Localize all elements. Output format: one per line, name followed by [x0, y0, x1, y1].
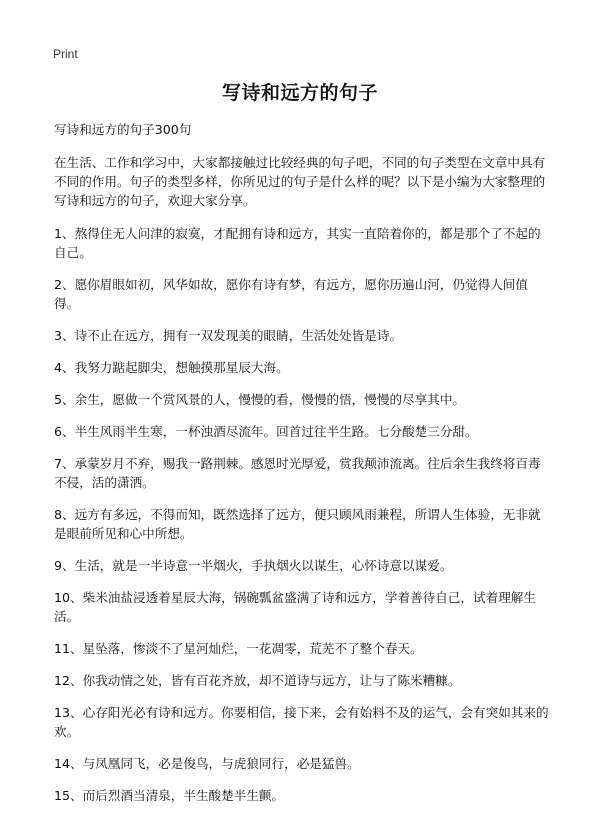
sentence-item: 10、柴米油盐浸透着星辰大海，锅碗瓢盆盛满了诗和远方，学着善待自己，试着理解生活。: [54, 590, 536, 624]
page-title: 写诗和远方的句子: [221, 82, 378, 104]
sentence-item: 6、半生风雨半生寒，一杯浊酒尽流年。回首过往半生路。七分酸楚三分甜。: [54, 424, 478, 439]
sentence-item: 1、熬得住无人问津的寂寞，才配拥有诗和远方，其实一直陪着你的，都是那个了不起的自己。: [54, 226, 541, 260]
sentence-item: 7、承蒙岁月不弃，赐我一路荆棘。感恩时光厚爱，赏我颠沛流离。往后余生我终将百毒不侵，活的潇洒。: [54, 456, 541, 490]
intro-paragraph: 在生活、工作和学习中，大家都接触过比较经典的句子吧，不同的句子类型在文章中具有不同的作用。句子的类型多样，你所见过的句子是什么样的呢？以下是小编为大家整理的写诗和远方的句子，欢迎大家分享。: [54, 155, 546, 208]
sentence-item: 8、远方有多远，不得而知，既然选择了远方，便只顾风雨兼程，所谓人生体验，无非就是眼前所见和心中所想。: [54, 507, 541, 541]
sentence-item: 15、而后烈酒当清泉，半生酸楚半生颤。: [54, 788, 285, 803]
sentence-item: 3、诗不止在远方，拥有一双发现美的眼睛，生活处处皆是诗。: [54, 328, 403, 343]
sentence-item: 2、愿你眉眼如初，风华如故，愿你有诗有梦，有远方，愿你历遍山河，仍觉得人间值得。: [54, 277, 528, 311]
sentence-item: 5、余生，愿做一个赏风景的人，慢慢的看，慢慢的悟，慢慢的尽享其中。: [54, 392, 466, 407]
article-subtitle: 写诗和远方的句子300句: [54, 122, 192, 137]
sentence-item: 4、我努力踮起脚尖，想触摸那星辰大海。: [54, 360, 289, 375]
sentence-item: 13、心存阳光必有诗和远方。你要相信，接下来，会有始料不及的运气，会有突如其来的欢。: [54, 705, 549, 739]
sentence-item: 9、生活，就是一半诗意一半烟火，手执烟火以谋生，心怀诗意以谋爱。: [54, 558, 453, 573]
sentence-item: 11、星坠落，惨淡不了星河灿烂，一花凋零，荒芜不了整个春天。: [54, 641, 423, 656]
article-body: [54, 120, 552, 818]
sentence-item: 12、你我动情之处，皆有百花齐放，却不道诗与远方，让与了陈米糟糠。: [54, 673, 461, 688]
print-link[interactable]: Print: [53, 47, 78, 61]
sentence-item: 14、与凤凰同飞，必是俊鸟，与虎狼同行，必是猛兽。: [54, 756, 360, 771]
